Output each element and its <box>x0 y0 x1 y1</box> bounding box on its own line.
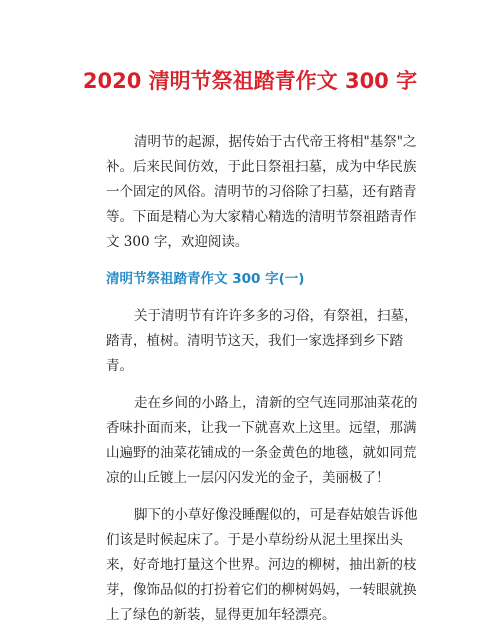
document-body <box>106 130 426 628</box>
body-paragraph: 脚下的小草好像没睡醒似的，可是春姑娘告诉他们该是时候起床了。于是小草纷纷从泥土里探出头来，好奇地打量这个世界。河边的柳树，抽出新的枝芽，像饰品似的打扮着它们的柳树妈妈，一转眼就换上了绿色的新装，显得更加年轻漂亮。 <box>106 507 418 623</box>
intro-paragraph: 清明节的起源，据传始于古代帝王将相"基祭"之补。后来民间仿效，于此日祭祖扫墓，成为中华民族一个固定的风俗。清明节的习俗除了扫墓，还有踏青等。下面是精心为大家精心精选的清明节祭祖踏青作文 300 字，欢迎阅读。 <box>106 134 417 250</box>
body-paragraph: 走在乡间的小路上，清新的空气连同那油菜花的香味扑面而来，让我一下就喜欢上这里。远望，那满山遍野的油菜花铺成的一条金黄色的地毯，就如同荒凉的山丘镀上一层闪闪发光的金子，美丽极了！ <box>106 395 418 486</box>
document-title: 2020 清明节祭祖踏青作文 300 字 <box>82 69 418 93</box>
section-title: 清明节祭祖踏青作文 300 字(一) <box>106 271 305 287</box>
body-paragraph: 关于清明节有许许多多的习俗，有祭祖，扫墓，踏青，植树。清明节这天，我们一家选择到乡下踏青。 <box>106 308 418 374</box>
